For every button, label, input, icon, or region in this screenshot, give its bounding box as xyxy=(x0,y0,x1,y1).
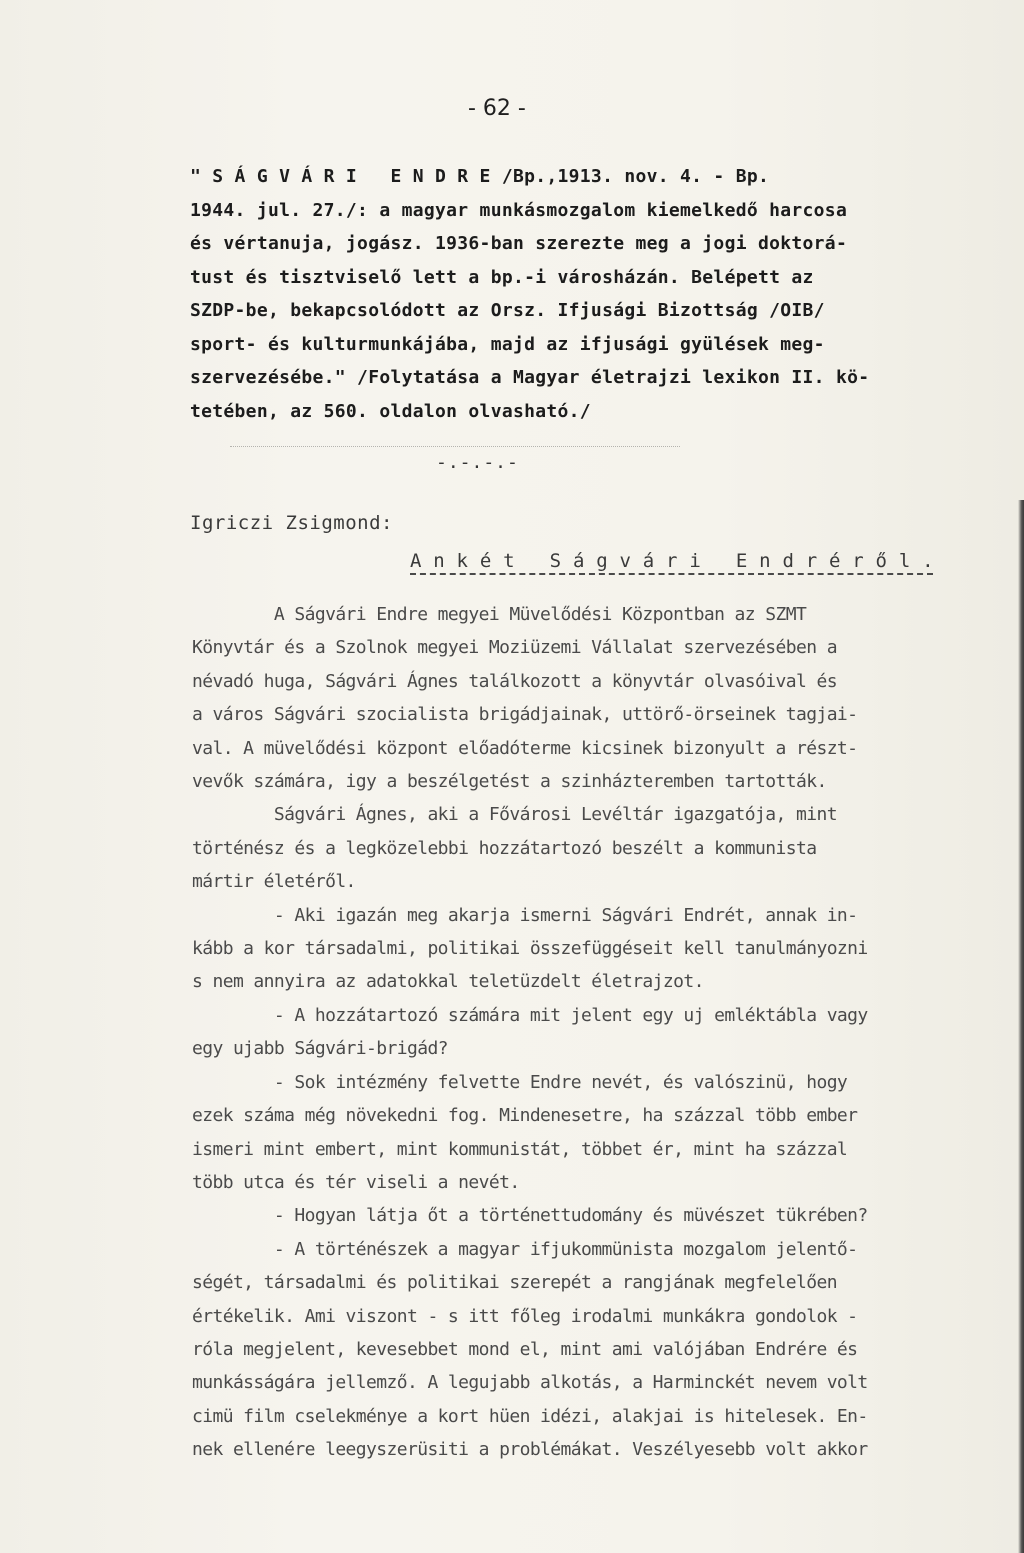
body-line: cimü film cselekménye a kort hüen idézi, alakjai is hitelesek. En- xyxy=(192,1405,868,1427)
body-line: történész és a legközelebbi hozzátartozó beszélt a kommunista xyxy=(192,837,817,859)
body-line: a város Ságvári szocialista brigádjainak, uttörő-örseinek tagjai- xyxy=(192,704,858,726)
body-line: ismeri mint embert, mint kommunistát, többet ér, mint ha százzal xyxy=(192,1138,848,1160)
body-line: névadó huga, Ságvári Ágnes találkozott a könyvtár olvasóival és xyxy=(192,670,837,692)
body-line: nek ellenére leegyszerüsiti a problémákat. Veszélyesebb volt akkor xyxy=(192,1439,868,1461)
entry-line: " S Á G V Á R I E N D R E /Bp.,1913. nov. 4. - Bp. xyxy=(190,166,770,187)
body-line: kább a kor társadalmi, politikai összefüggéseit kell tanulmányozni xyxy=(192,938,868,960)
body-line: róla megjelent, kevesebbet mond el, mint ami valójában Endrére és xyxy=(192,1338,858,1360)
body-line: val. A müvelődési központ előadóterme kicsinek bizonyult a részt- xyxy=(192,737,858,759)
body-line: s nem annyira az adatokkal teletüzdelt életrajzot. xyxy=(192,971,704,993)
body-line: A Ságvári Endre megyei Müvelődési Központban az SZMT xyxy=(192,604,807,625)
body-line: - Sok intézmény felvette Endre nevét, és valószinü, hogy xyxy=(192,1071,848,1093)
body-line: több utca és tér viseli a nevét. xyxy=(192,1171,520,1193)
entry-line: SZDP-be, bekapcsolódott az Orsz. Ifjusági Bizottság /OIB/ xyxy=(190,300,825,321)
body-line: ezek száma még növekedni fog. Mindenesetre, ha százzal több ember xyxy=(192,1105,858,1127)
body-line: értékelik. Ami viszont - s itt főleg irodalmi munkákra gondolok - xyxy=(192,1305,858,1327)
article-title: A n k é t S á g v á r i E n d r é r ő l . xyxy=(410,550,934,572)
body-line: mártir életéről. xyxy=(192,871,356,893)
body-line: munkásságára jellemző. A legujabb alkotás, a Harminckét nevem volt xyxy=(192,1372,868,1394)
body-line: egy ujabb Ságvári-brigád? xyxy=(192,1038,448,1060)
body-line: - A történészek a magyar ifjukommünista mozgalom jelentő- xyxy=(192,1238,858,1260)
body-line: - Hogyan látja őt a történettudomány és müvészet tükrében? xyxy=(192,1205,868,1227)
entry-line: tust és tisztviselő lett a bp.-i városházán. Belépett az xyxy=(190,266,814,288)
body-line: Ságvári Ágnes, aki a Fővárosi Levéltár igazgatója, mint xyxy=(192,804,837,826)
section-separator: -.-.-.- xyxy=(436,452,519,473)
body-line: vevők számára, igy a beszélgetést a szinházteremben tartották. xyxy=(192,771,827,793)
entry-line: 1944. jul. 27./: a magyar munkásmozgalom kiemelkedő harcosa xyxy=(190,199,848,221)
author-name: Igriczi Zsigmond: xyxy=(190,512,393,534)
entry-line: tetében, az 560. oldalon olvasható./ xyxy=(190,400,591,422)
page-number: - 62 - xyxy=(468,96,526,121)
entry-line: szervezésébe." /Folytatása a Magyar életrajzi lexikon II. kö- xyxy=(190,367,870,388)
body-line: - Aki igazán meg akarja ismerni Ságvári Endrét, annak in- xyxy=(192,904,858,926)
page-edge-shadow xyxy=(1018,500,1024,1553)
lexicon-entry xyxy=(190,160,970,428)
article-body xyxy=(192,598,1018,1467)
body-line: Könyvtár és a Szolnok megyei Moziüzemi Vállalat szervezésében a xyxy=(192,637,837,659)
entry-line: és vértanuja, jogász. 1936-ban szerezte meg a jogi doktorá- xyxy=(190,233,848,254)
body-line: ségét, társadalmi és politikai szerepét a rangjának megfelelően xyxy=(192,1272,837,1294)
body-line: - A hozzátartozó számára mit jelent egy uj emléktábla vagy xyxy=(192,1004,868,1026)
entry-line: sport- és kulturmunkájába, majd az ifjusági gyülések meg- xyxy=(190,333,825,355)
